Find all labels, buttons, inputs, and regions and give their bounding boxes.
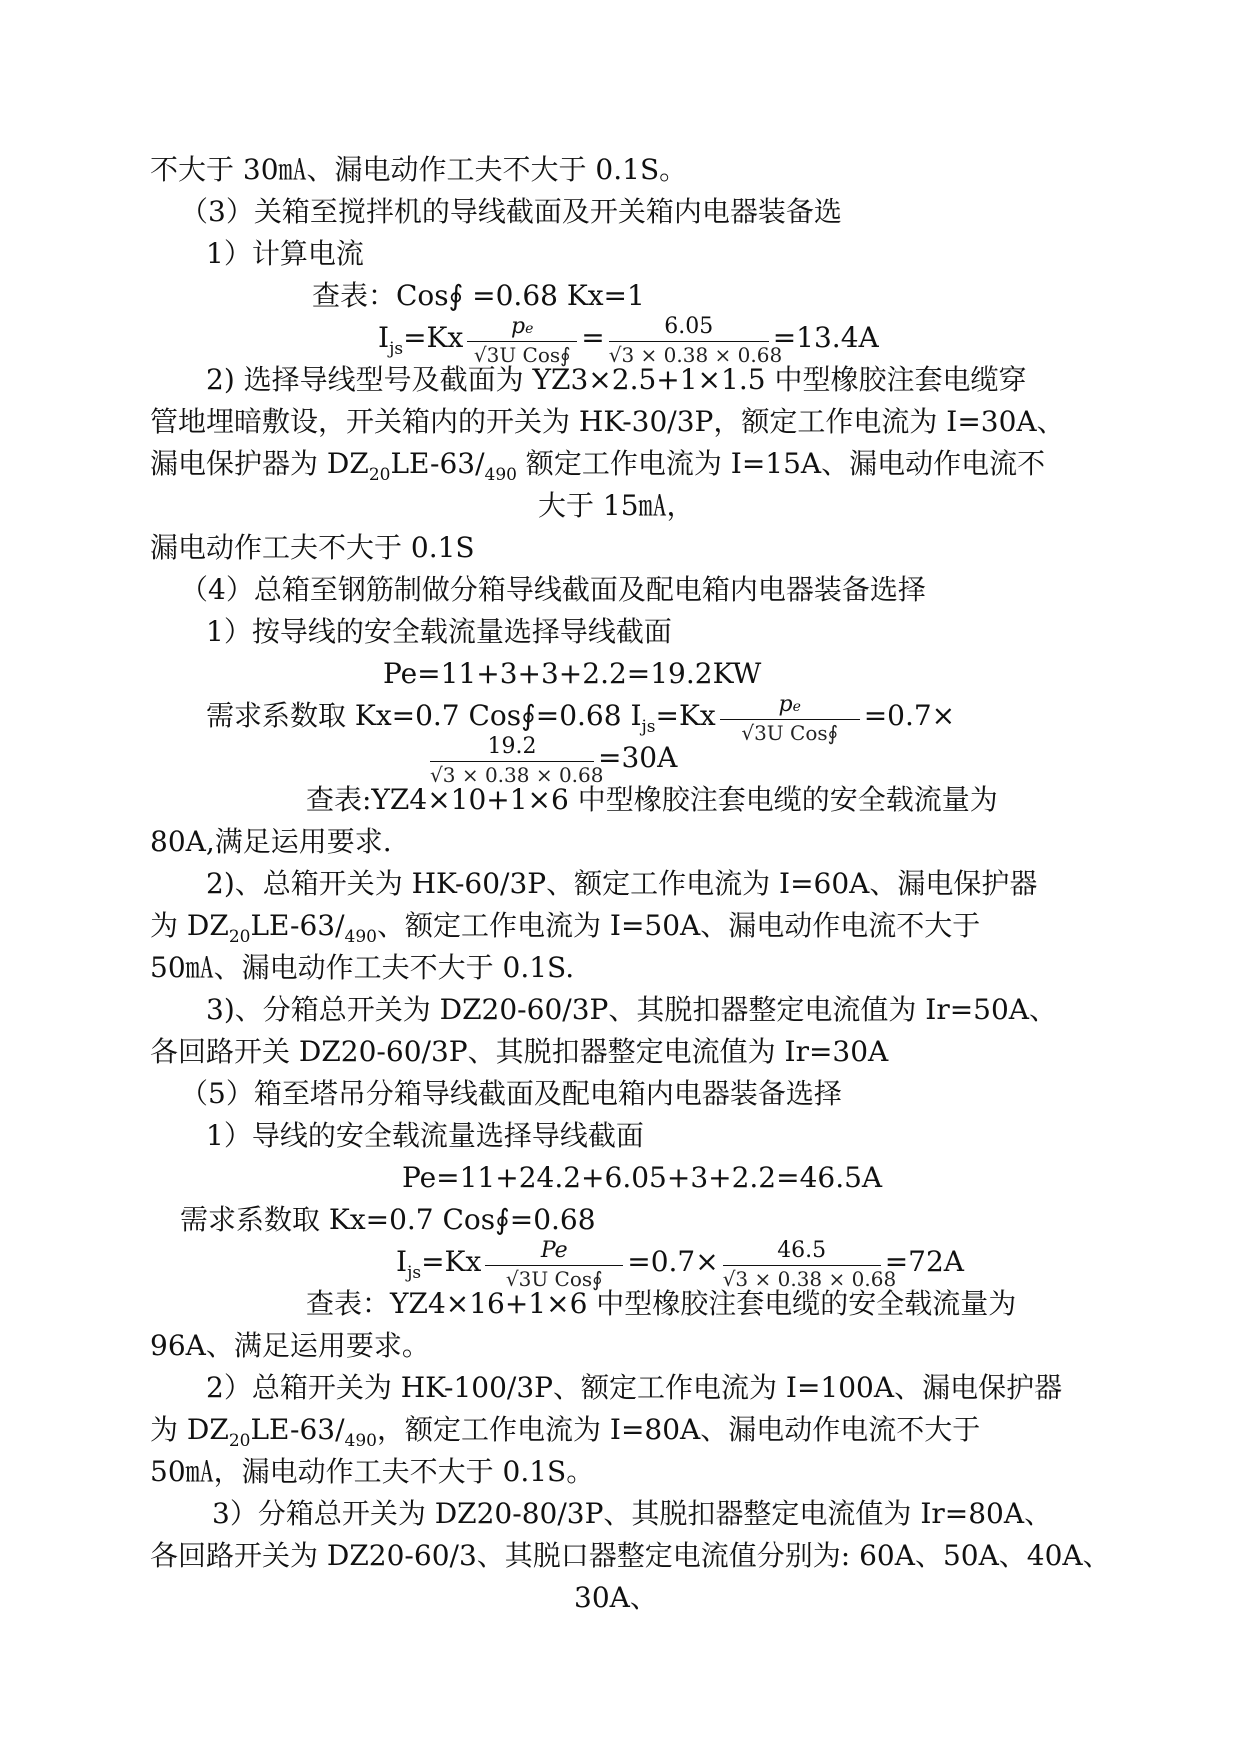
- fraction-denominator: √3 × 0.38 × 0.68: [608, 342, 783, 367]
- fraction-bar: [467, 341, 577, 342]
- fraction-bar: [723, 1265, 881, 1266]
- formula-symbol: I: [396, 1245, 408, 1278]
- fraction-denominator: √3 × 0.38 × 0.68: [722, 1266, 897, 1291]
- text-segment: 、额定工作电流为 I=50A、漏电动作电流不大于: [376, 909, 981, 942]
- text-line: 查表：Cos∮ =0.68 Kx=1: [312, 279, 645, 312]
- fraction-numerator: pe: [778, 691, 801, 717]
- formula-result: =30A: [598, 741, 678, 774]
- section-heading-3: （3）关箱至搅拌机的导线截面及开关箱内电器装备选: [180, 195, 842, 228]
- formula-symbol: I: [378, 321, 390, 354]
- text-segment: 漏电保护器为 DZ: [150, 447, 369, 480]
- fraction: [722, 1237, 897, 1291]
- fraction-numerator: 6.05: [664, 313, 714, 339]
- text-segment: ，额定工作电流为 I=80A、漏电动作电流不大于: [376, 1413, 981, 1446]
- formula-result: =72A: [884, 1245, 964, 1278]
- text-line-with-subscript: [150, 446, 1045, 493]
- fraction-numerator: Pe: [540, 1237, 568, 1263]
- formula-lead: 需求系数取 Kx=0.7 Cos∮=0.68: [206, 699, 631, 732]
- fraction-denominator: √3U Cos∮: [473, 342, 571, 367]
- formula-mid: =0.7×: [627, 1245, 719, 1278]
- text-line: 查表:YZ4×10+1×6 中型橡胶注套电缆的安全载流量为: [306, 783, 998, 816]
- text-segment: LE-63/: [250, 1413, 345, 1446]
- text-line: 1）导线的安全载流量选择导线截面: [206, 1119, 644, 1152]
- text-segment: 为 DZ: [150, 1413, 229, 1446]
- fraction-numerator: 19.2: [487, 733, 537, 759]
- fraction-denominator: √3U Cos∮: [505, 1266, 603, 1291]
- text-line-with-subscript: [150, 1412, 980, 1459]
- text-line: 不大于 30㎃、漏电动作工夫不大于 0.1S。: [150, 153, 688, 186]
- text-line: 2）总箱开关为 HK-100/3P、额定工作电流为 I=100A、漏电保护器: [206, 1371, 1063, 1404]
- text-line: 2)、总箱开关为 HK-60/3P、额定工作电流为 I=60A、漏电保护器: [206, 867, 1038, 900]
- formula-power: Pe=11+24.2+6.05+3+2.2=46.5A: [402, 1161, 883, 1194]
- formula-kx: =Kx: [403, 321, 464, 354]
- text-line: 1）计算电流: [206, 237, 364, 270]
- formula-current-2-continued: [426, 733, 678, 787]
- text-line: 管地埋暗敷设，开关箱内的开关为 HK-30/3P，额定工作电流为 I=30A、: [150, 405, 1065, 438]
- subscript: 20: [228, 927, 251, 947]
- text-segment: 为 DZ: [150, 909, 229, 942]
- formula-power: Pe=11+3+3+2.2=19.2KW: [383, 657, 762, 690]
- fraction-bar: [609, 341, 769, 342]
- text-segment: 额定工作电流为 I=15A、漏电动作电流不: [516, 447, 1046, 480]
- formula-subscript: js: [389, 339, 404, 359]
- subscript: 20: [368, 465, 391, 485]
- fraction: [608, 313, 783, 367]
- subscript: 20: [228, 1431, 251, 1451]
- text-line: 各回路开关 DZ20-60/3P、其脱扣器整定电流值为 Ir=30A: [150, 1035, 889, 1068]
- fraction-bar: [485, 1265, 623, 1266]
- subscript: 490: [344, 1431, 377, 1451]
- fraction: [485, 1237, 623, 1291]
- text-line: 3)、分箱总开关为 DZ20-60/3P、其脱扣器整定电流值为 Ir=50A、: [206, 993, 1058, 1026]
- text-line: 80A,满足运用要求.: [150, 825, 392, 858]
- formula-current-3: [396, 1237, 964, 1291]
- fraction-numerator: 46.5: [777, 1237, 827, 1263]
- text-line: 96A、满足运用要求。: [150, 1329, 430, 1362]
- fraction-numerator: pe: [511, 313, 534, 339]
- fraction: [720, 691, 860, 745]
- section-heading-4: （4）总箱至钢筋制做分箱导线截面及配电箱内电器装备选择: [180, 573, 926, 606]
- section-heading-5: （5）箱至塔吊分箱导线截面及配电箱内电器装备选择: [180, 1077, 842, 1110]
- subscript: 490: [344, 927, 377, 947]
- fraction: [430, 733, 604, 787]
- text-line: 1）按导线的安全载流量选择导线截面: [206, 615, 672, 648]
- text-line: 需求系数取 Kx=0.7 Cos∮=0.68: [180, 1203, 596, 1236]
- fraction-denominator: √3 × 0.38 × 0.68: [430, 762, 604, 787]
- text-line-with-subscript: [150, 908, 980, 955]
- fraction-denominator: √3U Cos∮: [741, 720, 839, 745]
- text-line: 查表：YZ4×16+1×6 中型橡胶注套电缆的安全载流量为: [306, 1287, 1017, 1320]
- text-line: 50㎃、漏电动作工夫不大于 0.1S.: [150, 951, 575, 984]
- formula-subscript: js: [407, 1263, 422, 1283]
- fraction-bar: [720, 719, 860, 720]
- text-line: 3）分箱总开关为 DZ20-80/3P、其脱扣器整定电流值为 Ir=80A、: [212, 1497, 1053, 1530]
- text-segment: LE-63/: [390, 447, 485, 480]
- text-line: 2) 选择导线型号及截面为 YZ3×2.5+1×1.5 中型橡胶注套电缆穿: [206, 363, 1027, 396]
- text-segment: LE-63/: [250, 909, 345, 942]
- text-line: 漏电动作工夫不大于 0.1S: [150, 531, 475, 564]
- formula-tail: =0.7×: [863, 699, 956, 732]
- formula-subscript: js: [641, 717, 656, 737]
- fraction: [467, 313, 577, 367]
- text-line: 大于 15㎃，: [538, 489, 695, 522]
- fraction-bar: [430, 761, 594, 762]
- text-line: 各回路开关为 DZ20-60/3、其脱口器整定电流值分别为: 60A、50A、40A、: [150, 1539, 1111, 1572]
- formula-kx: =Kx: [655, 699, 716, 732]
- formula-kx: =Kx: [421, 1245, 482, 1278]
- formula-current-1: [378, 313, 879, 367]
- subscript: 490: [484, 465, 517, 485]
- text-line: 30A、: [574, 1581, 658, 1614]
- formula-equals: =: [581, 321, 605, 354]
- formula-result: =13.4A: [772, 321, 879, 354]
- text-line: 50㎃，漏电动作工夫不大于 0.1S。: [150, 1455, 595, 1488]
- formula-symbol: I: [630, 699, 642, 732]
